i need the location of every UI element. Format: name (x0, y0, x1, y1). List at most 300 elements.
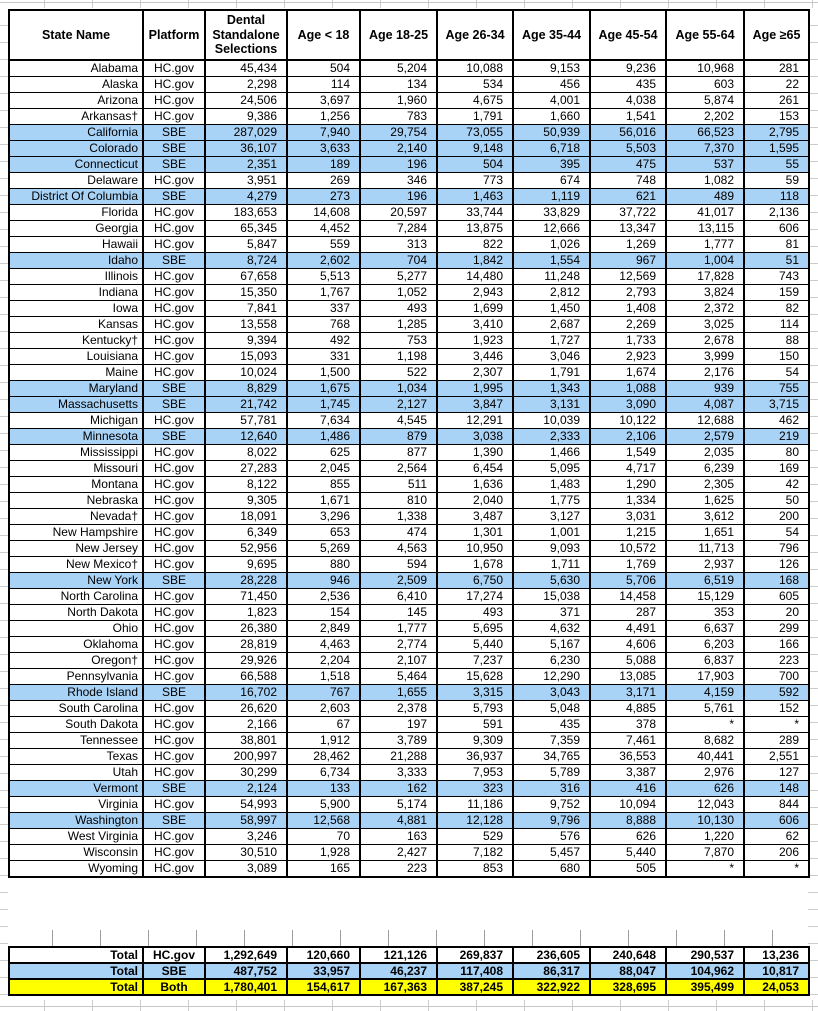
value-cell[interactable]: 2,812 (513, 285, 590, 301)
value-cell[interactable]: 2,687 (513, 317, 590, 333)
platform-cell[interactable]: HC.gov (143, 861, 205, 878)
value-cell[interactable]: 152 (744, 701, 809, 717)
state-name-cell[interactable]: Hawaii (9, 237, 143, 253)
value-cell[interactable]: 1,483 (513, 477, 590, 493)
value-cell[interactable]: 9,153 (513, 60, 590, 77)
value-cell[interactable]: 26,380 (205, 621, 287, 637)
state-name-cell[interactable]: South Carolina (9, 701, 143, 717)
value-cell[interactable]: 1,334 (590, 493, 666, 509)
value-cell[interactable]: 331 (287, 349, 360, 365)
value-cell[interactable]: 2,937 (666, 557, 744, 573)
value-cell[interactable]: 1,343 (513, 381, 590, 397)
value-cell[interactable]: 14,608 (287, 205, 360, 221)
platform-cell[interactable]: HC.gov (143, 461, 205, 477)
value-cell[interactable]: 287 (590, 605, 666, 621)
value-cell[interactable]: 946 (287, 573, 360, 589)
value-cell[interactable]: 1,486 (287, 429, 360, 445)
value-cell[interactable]: 287,029 (205, 125, 287, 141)
value-cell[interactable]: 1,923 (437, 333, 513, 349)
platform-cell[interactable]: HC.gov (143, 525, 205, 541)
value-cell[interactable]: 3,951 (205, 173, 287, 189)
value-cell[interactable]: 1,119 (513, 189, 590, 205)
value-cell[interactable]: 1,541 (590, 109, 666, 125)
state-name-cell[interactable]: Arizona (9, 93, 143, 109)
value-cell[interactable]: 56,016 (590, 125, 666, 141)
value-cell[interactable]: 492 (287, 333, 360, 349)
total-value-cell[interactable]: 86,317 (513, 963, 590, 979)
value-cell[interactable]: 29,754 (360, 125, 437, 141)
platform-cell[interactable]: HC.gov (143, 829, 205, 845)
state-name-cell[interactable]: District Of Columbia (9, 189, 143, 205)
value-cell[interactable]: 2,795 (744, 125, 809, 141)
platform-cell[interactable]: SBE (143, 157, 205, 173)
state-name-cell[interactable]: Illinois (9, 269, 143, 285)
value-cell[interactable]: 2,509 (360, 573, 437, 589)
value-cell[interactable]: 6,239 (666, 461, 744, 477)
value-cell[interactable]: 1,960 (360, 93, 437, 109)
value-cell[interactable]: 10,572 (590, 541, 666, 557)
value-cell[interactable]: 8,829 (205, 381, 287, 397)
platform-cell[interactable]: HC.gov (143, 173, 205, 189)
platform-cell[interactable]: HC.gov (143, 221, 205, 237)
value-cell[interactable]: 855 (287, 477, 360, 493)
value-cell[interactable]: * (666, 717, 744, 733)
platform-cell[interactable]: HC.gov (143, 797, 205, 813)
state-name-cell[interactable]: Kentucky† (9, 333, 143, 349)
value-cell[interactable]: 1,777 (666, 237, 744, 253)
value-cell[interactable]: 219 (744, 429, 809, 445)
value-cell[interactable]: 289 (744, 733, 809, 749)
total-value-cell[interactable]: 322,922 (513, 979, 590, 995)
column-header-2[interactable]: Dental Standalone Selections (205, 10, 287, 60)
value-cell[interactable]: 1,554 (513, 253, 590, 269)
value-cell[interactable]: 313 (360, 237, 437, 253)
column-header-7[interactable]: Age 45-54 (590, 10, 666, 60)
state-name-cell[interactable]: Rhode Island (9, 685, 143, 701)
value-cell[interactable]: 70 (287, 829, 360, 845)
value-cell[interactable]: 5,847 (205, 237, 287, 253)
value-cell[interactable]: 4,632 (513, 621, 590, 637)
value-cell[interactable]: 5,695 (437, 621, 513, 637)
platform-cell[interactable]: HC.gov (143, 365, 205, 381)
value-cell[interactable]: 653 (287, 525, 360, 541)
value-cell[interactable]: 5,789 (513, 765, 590, 781)
value-cell[interactable]: 66,588 (205, 669, 287, 685)
state-name-cell[interactable]: Oklahoma (9, 637, 143, 653)
value-cell[interactable]: 2,166 (205, 717, 287, 733)
value-cell[interactable]: 6,230 (513, 653, 590, 669)
state-name-cell[interactable]: Texas (9, 749, 143, 765)
value-cell[interactable]: 127 (744, 765, 809, 781)
value-cell[interactable]: 162 (360, 781, 437, 797)
value-cell[interactable]: 114 (744, 317, 809, 333)
value-cell[interactable]: 4,563 (360, 541, 437, 557)
total-value-cell[interactable]: 1,292,649 (205, 947, 287, 963)
value-cell[interactable]: 3,131 (513, 397, 590, 413)
platform-cell[interactable]: HC.gov (143, 77, 205, 93)
value-cell[interactable]: 877 (360, 445, 437, 461)
value-cell[interactable]: 57,781 (205, 413, 287, 429)
state-name-cell[interactable]: Indiana (9, 285, 143, 301)
total-platform-cell[interactable]: Both (143, 979, 205, 995)
value-cell[interactable]: 200,997 (205, 749, 287, 765)
value-cell[interactable]: 28,462 (287, 749, 360, 765)
value-cell[interactable]: 148 (744, 781, 809, 797)
platform-cell[interactable]: HC.gov (143, 589, 205, 605)
value-cell[interactable]: 14,480 (437, 269, 513, 285)
state-name-cell[interactable]: South Dakota (9, 717, 143, 733)
state-name-cell[interactable]: Wyoming (9, 861, 143, 878)
state-name-cell[interactable]: Massachusetts (9, 397, 143, 413)
value-cell[interactable]: 2,045 (287, 461, 360, 477)
value-cell[interactable]: 504 (437, 157, 513, 173)
value-cell[interactable]: 337 (287, 301, 360, 317)
value-cell[interactable]: 591 (437, 717, 513, 733)
value-cell[interactable]: 59 (744, 173, 809, 189)
value-cell[interactable]: 159 (744, 285, 809, 301)
value-cell[interactable]: 1,301 (437, 525, 513, 541)
value-cell[interactable]: 783 (360, 109, 437, 125)
value-cell[interactable]: 54,993 (205, 797, 287, 813)
value-cell[interactable]: 505 (590, 861, 666, 878)
value-cell[interactable]: 10,122 (590, 413, 666, 429)
value-cell[interactable]: 435 (590, 77, 666, 93)
value-cell[interactable]: 28,228 (205, 573, 287, 589)
value-cell[interactable]: 26,620 (205, 701, 287, 717)
value-cell[interactable]: 51 (744, 253, 809, 269)
state-name-cell[interactable]: Nevada† (9, 509, 143, 525)
value-cell[interactable]: 2,305 (666, 477, 744, 493)
value-cell[interactable]: 5,464 (360, 669, 437, 685)
platform-cell[interactable]: SBE (143, 253, 205, 269)
value-cell[interactable]: 1,671 (287, 493, 360, 509)
platform-cell[interactable]: HC.gov (143, 477, 205, 493)
value-cell[interactable]: 17,828 (666, 269, 744, 285)
value-cell[interactable]: * (666, 861, 744, 878)
value-cell[interactable]: 5,793 (437, 701, 513, 717)
value-cell[interactable]: 1,450 (513, 301, 590, 317)
state-name-cell[interactable]: Delaware (9, 173, 143, 189)
value-cell[interactable]: 7,359 (513, 733, 590, 749)
value-cell[interactable]: 12,290 (513, 669, 590, 685)
value-cell[interactable]: 223 (360, 861, 437, 878)
value-cell[interactable]: 9,305 (205, 493, 287, 509)
value-cell[interactable]: 1,823 (205, 605, 287, 621)
state-name-cell[interactable]: Washington (9, 813, 143, 829)
value-cell[interactable]: 1,775 (513, 493, 590, 509)
value-cell[interactable]: 2,602 (287, 253, 360, 269)
value-cell[interactable]: 9,695 (205, 557, 287, 573)
value-cell[interactable]: 2,107 (360, 653, 437, 669)
value-cell[interactable]: 88 (744, 333, 809, 349)
value-cell[interactable]: 822 (437, 237, 513, 253)
value-cell[interactable]: 2,923 (590, 349, 666, 365)
platform-cell[interactable]: HC.gov (143, 605, 205, 621)
value-cell[interactable]: 3,043 (513, 685, 590, 701)
platform-cell[interactable]: HC.gov (143, 285, 205, 301)
value-cell[interactable]: 3,446 (437, 349, 513, 365)
platform-cell[interactable]: SBE (143, 189, 205, 205)
value-cell[interactable]: 3,999 (666, 349, 744, 365)
value-cell[interactable]: 200 (744, 509, 809, 525)
value-cell[interactable]: 13,115 (666, 221, 744, 237)
total-value-cell[interactable]: 328,695 (590, 979, 666, 995)
value-cell[interactable]: 346 (360, 173, 437, 189)
value-cell[interactable]: 939 (666, 381, 744, 397)
total-label-cell[interactable]: Total (9, 963, 143, 979)
value-cell[interactable]: 1,727 (513, 333, 590, 349)
value-cell[interactable]: 12,569 (590, 269, 666, 285)
value-cell[interactable]: 6,454 (437, 461, 513, 477)
value-cell[interactable]: 118 (744, 189, 809, 205)
value-cell[interactable]: 1,549 (590, 445, 666, 461)
value-cell[interactable]: 4,885 (590, 701, 666, 717)
value-cell[interactable]: 606 (744, 813, 809, 829)
state-name-cell[interactable]: Virginia (9, 797, 143, 813)
value-cell[interactable]: 1,001 (513, 525, 590, 541)
value-cell[interactable]: 5,048 (513, 701, 590, 717)
value-cell[interactable]: 3,612 (666, 509, 744, 525)
value-cell[interactable]: 10,024 (205, 365, 287, 381)
value-cell[interactable]: 3,025 (666, 317, 744, 333)
state-name-cell[interactable]: Georgia (9, 221, 143, 237)
value-cell[interactable]: 1,711 (513, 557, 590, 573)
value-cell[interactable]: 323 (437, 781, 513, 797)
value-cell[interactable]: 223 (744, 653, 809, 669)
value-cell[interactable]: 12,688 (666, 413, 744, 429)
value-cell[interactable]: 8,888 (590, 813, 666, 829)
value-cell[interactable]: 2,427 (360, 845, 437, 861)
state-name-cell[interactable]: Connecticut (9, 157, 143, 173)
value-cell[interactable]: 206 (744, 845, 809, 861)
total-value-cell[interactable]: 387,245 (437, 979, 513, 995)
platform-cell[interactable]: HC.gov (143, 733, 205, 749)
value-cell[interactable]: 5,630 (513, 573, 590, 589)
value-cell[interactable]: 2,202 (666, 109, 744, 125)
value-cell[interactable]: 5,167 (513, 637, 590, 653)
platform-cell[interactable]: HC.gov (143, 717, 205, 733)
value-cell[interactable]: 3,847 (437, 397, 513, 413)
value-cell[interactable]: 493 (437, 605, 513, 621)
value-cell[interactable]: 9,752 (513, 797, 590, 813)
value-cell[interactable]: 1,678 (437, 557, 513, 573)
total-value-cell[interactable]: 240,648 (590, 947, 666, 963)
platform-cell[interactable]: HC.gov (143, 653, 205, 669)
value-cell[interactable]: 20 (744, 605, 809, 621)
value-cell[interactable]: 4,881 (360, 813, 437, 829)
value-cell[interactable]: 12,043 (666, 797, 744, 813)
state-name-cell[interactable]: Nebraska (9, 493, 143, 509)
value-cell[interactable]: 537 (666, 157, 744, 173)
value-cell[interactable]: 6,750 (437, 573, 513, 589)
value-cell[interactable]: 1,220 (666, 829, 744, 845)
total-value-cell[interactable]: 24,053 (744, 979, 809, 995)
state-name-cell[interactable]: New Mexico† (9, 557, 143, 573)
value-cell[interactable]: 15,129 (666, 589, 744, 605)
value-cell[interactable]: 316 (513, 781, 590, 797)
value-cell[interactable]: 674 (513, 173, 590, 189)
value-cell[interactable]: 10,968 (666, 60, 744, 77)
total-value-cell[interactable]: 1,780,401 (205, 979, 287, 995)
value-cell[interactable]: 5,440 (437, 637, 513, 653)
value-cell[interactable]: 5,204 (360, 60, 437, 77)
value-cell[interactable]: 504 (287, 60, 360, 77)
value-cell[interactable]: 2,040 (437, 493, 513, 509)
state-name-cell[interactable]: New Hampshire (9, 525, 143, 541)
value-cell[interactable]: 2,536 (287, 589, 360, 605)
value-cell[interactable]: 1,928 (287, 845, 360, 861)
value-cell[interactable]: 371 (513, 605, 590, 621)
value-cell[interactable]: 1,674 (590, 365, 666, 381)
total-value-cell[interactable]: 10,817 (744, 963, 809, 979)
value-cell[interactable]: 4,001 (513, 93, 590, 109)
value-cell[interactable]: 50,939 (513, 125, 590, 141)
value-cell[interactable]: 7,284 (360, 221, 437, 237)
value-cell[interactable]: 1,290 (590, 477, 666, 493)
value-cell[interactable]: 33,829 (513, 205, 590, 221)
value-cell[interactable]: 6,734 (287, 765, 360, 781)
value-cell[interactable]: 603 (666, 77, 744, 93)
value-cell[interactable]: 2,378 (360, 701, 437, 717)
value-cell[interactable]: 5,503 (590, 141, 666, 157)
value-cell[interactable]: 2,333 (513, 429, 590, 445)
value-cell[interactable]: 6,718 (513, 141, 590, 157)
value-cell[interactable]: 2,035 (666, 445, 744, 461)
value-cell[interactable]: 12,666 (513, 221, 590, 237)
value-cell[interactable]: 281 (744, 60, 809, 77)
value-cell[interactable]: 626 (666, 781, 744, 797)
value-cell[interactable]: 169 (744, 461, 809, 477)
total-value-cell[interactable]: 487,752 (205, 963, 287, 979)
value-cell[interactable]: 54 (744, 525, 809, 541)
column-header-9[interactable]: Age ≥65 (744, 10, 809, 60)
value-cell[interactable]: 12,568 (287, 813, 360, 829)
state-name-cell[interactable]: Kansas (9, 317, 143, 333)
value-cell[interactable]: 2,140 (360, 141, 437, 157)
value-cell[interactable]: 2,124 (205, 781, 287, 797)
value-cell[interactable]: 114 (287, 77, 360, 93)
platform-cell[interactable]: HC.gov (143, 60, 205, 77)
platform-cell[interactable]: HC.gov (143, 205, 205, 221)
value-cell[interactable]: 1,198 (360, 349, 437, 365)
value-cell[interactable]: 13,085 (590, 669, 666, 685)
value-cell[interactable]: 126 (744, 557, 809, 573)
value-cell[interactable]: 768 (287, 317, 360, 333)
value-cell[interactable]: 62 (744, 829, 809, 845)
value-cell[interactable]: 3,333 (360, 765, 437, 781)
value-cell[interactable]: 273 (287, 189, 360, 205)
value-cell[interactable]: 1,769 (590, 557, 666, 573)
value-cell[interactable]: 5,088 (590, 653, 666, 669)
value-cell[interactable]: 1,466 (513, 445, 590, 461)
value-cell[interactable]: 7,182 (437, 845, 513, 861)
value-cell[interactable]: 1,390 (437, 445, 513, 461)
value-cell[interactable]: 73,055 (437, 125, 513, 141)
state-name-cell[interactable]: Iowa (9, 301, 143, 317)
value-cell[interactable]: 880 (287, 557, 360, 573)
value-cell[interactable]: 1,026 (513, 237, 590, 253)
state-name-cell[interactable]: Wisconsin (9, 845, 143, 861)
total-platform-cell[interactable]: SBE (143, 963, 205, 979)
value-cell[interactable]: 474 (360, 525, 437, 541)
value-cell[interactable]: 1,408 (590, 301, 666, 317)
platform-cell[interactable]: HC.gov (143, 237, 205, 253)
value-cell[interactable]: 6,837 (666, 653, 744, 669)
platform-cell[interactable]: HC.gov (143, 413, 205, 429)
state-name-cell[interactable]: Michigan (9, 413, 143, 429)
value-cell[interactable]: 1,215 (590, 525, 666, 541)
value-cell[interactable]: 3,090 (590, 397, 666, 413)
value-cell[interactable]: 879 (360, 429, 437, 445)
total-value-cell[interactable]: 236,605 (513, 947, 590, 963)
value-cell[interactable]: 163 (360, 829, 437, 845)
state-name-cell[interactable]: Ohio (9, 621, 143, 637)
value-cell[interactable]: 755 (744, 381, 809, 397)
value-cell[interactable]: 1,500 (287, 365, 360, 381)
value-cell[interactable]: 2,849 (287, 621, 360, 637)
state-name-cell[interactable]: Mississippi (9, 445, 143, 461)
total-value-cell[interactable]: 46,237 (360, 963, 437, 979)
value-cell[interactable]: 8,724 (205, 253, 287, 269)
value-cell[interactable]: 183,653 (205, 205, 287, 221)
total-value-cell[interactable]: 154,617 (287, 979, 360, 995)
value-cell[interactable]: 36,107 (205, 141, 287, 157)
value-cell[interactable]: 28,819 (205, 637, 287, 653)
platform-cell[interactable]: HC.gov (143, 749, 205, 765)
value-cell[interactable]: 5,900 (287, 797, 360, 813)
value-cell[interactable]: 2,204 (287, 653, 360, 669)
value-cell[interactable]: 55 (744, 157, 809, 173)
value-cell[interactable]: 1,004 (666, 253, 744, 269)
value-cell[interactable]: 529 (437, 829, 513, 845)
value-cell[interactable]: 489 (666, 189, 744, 205)
value-cell[interactable]: 41,017 (666, 205, 744, 221)
value-cell[interactable]: 7,461 (590, 733, 666, 749)
platform-cell[interactable]: SBE (143, 685, 205, 701)
value-cell[interactable]: 37,722 (590, 205, 666, 221)
value-cell[interactable]: 2,603 (287, 701, 360, 717)
value-cell[interactable]: 6,203 (666, 637, 744, 653)
value-cell[interactable]: 2,774 (360, 637, 437, 653)
value-cell[interactable]: 3,633 (287, 141, 360, 157)
value-cell[interactable]: 2,269 (590, 317, 666, 333)
value-cell[interactable]: 3,171 (590, 685, 666, 701)
value-cell[interactable]: 4,159 (666, 685, 744, 701)
value-cell[interactable]: 6,410 (360, 589, 437, 605)
state-name-cell[interactable]: Idaho (9, 253, 143, 269)
value-cell[interactable]: 559 (287, 237, 360, 253)
state-name-cell[interactable]: Pennsylvania (9, 669, 143, 685)
value-cell[interactable]: 9,148 (437, 141, 513, 157)
value-cell[interactable]: 58,997 (205, 813, 287, 829)
platform-cell[interactable]: SBE (143, 141, 205, 157)
value-cell[interactable]: 680 (513, 861, 590, 878)
value-cell[interactable]: 606 (744, 221, 809, 237)
value-cell[interactable]: 625 (287, 445, 360, 461)
value-cell[interactable]: 2,176 (666, 365, 744, 381)
value-cell[interactable]: 594 (360, 557, 437, 573)
total-platform-cell[interactable]: HC.gov (143, 947, 205, 963)
value-cell[interactable]: 3,387 (590, 765, 666, 781)
value-cell[interactable]: 522 (360, 365, 437, 381)
value-cell[interactable]: 7,940 (287, 125, 360, 141)
value-cell[interactable]: 30,299 (205, 765, 287, 781)
value-cell[interactable]: 30,510 (205, 845, 287, 861)
state-name-cell[interactable]: Oregon† (9, 653, 143, 669)
value-cell[interactable]: 3,127 (513, 509, 590, 525)
value-cell[interactable]: 1,082 (666, 173, 744, 189)
platform-cell[interactable]: HC.gov (143, 637, 205, 653)
